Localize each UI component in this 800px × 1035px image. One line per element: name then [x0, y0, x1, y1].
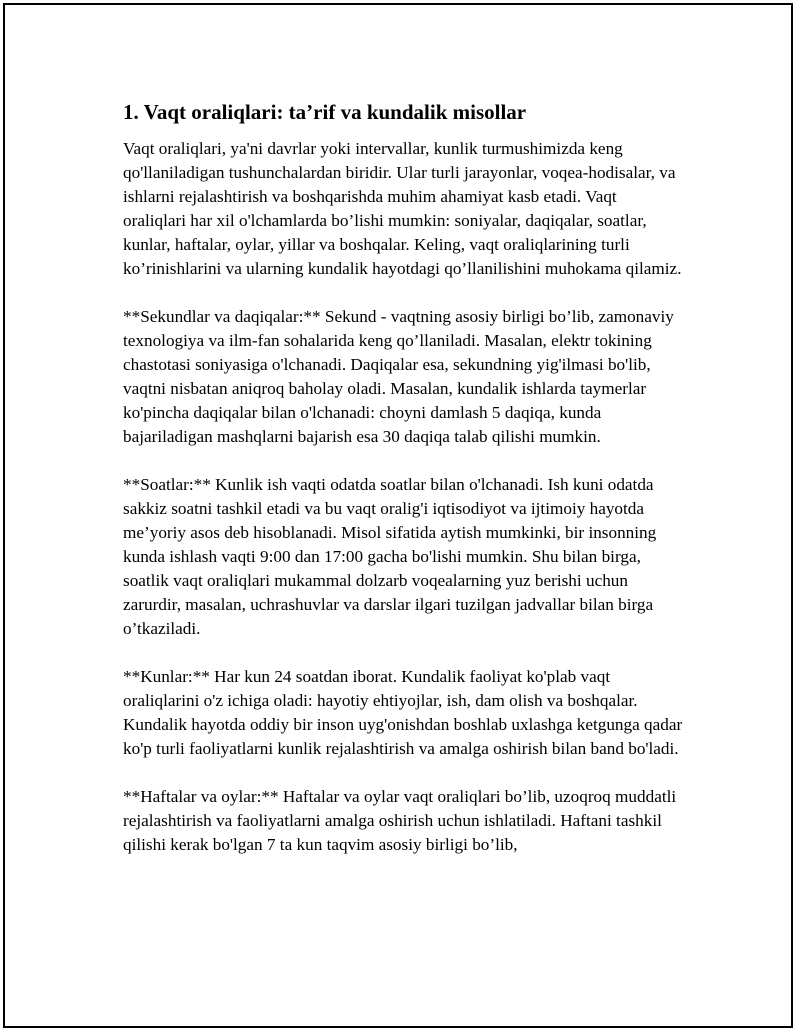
page-frame	[3, 3, 793, 1028]
section-title: 1. Vaqt oraliqlari: ta’rif va kundalik misollar	[123, 100, 527, 124]
paragraph-hours: **Soatlar:** Kunlik ish vaqti odatda soatlar bilan o'lchanadi. Ish kuni odatda sakkiz soatni tashkil etadi va bu vaqt oralig'i iqtisodiyot va ijtimoiy hayotda me’yoriy asos deb hisoblanadi. Misol sifatida aytish mumkinki, bir insonning kunda ishlash vaqti 9:00 dan 17:00 gacha bo'lishi mumkin. Shu bilan birga, soatlik vaqt oraliqlari mukammal dolzarb voqealarning yuz berishi uchun zarurdir, masalan, uchrashuvlar va darslar ilgari tuzilgan jadvallar bilan birga o’tkaziladi.	[123, 475, 657, 638]
document-body	[123, 97, 683, 881]
paragraph-intro: Vaqt oraliqlari, ya'ni davrlar yoki intervallar, kunlik turmushimizda keng qo'llaniladigan tushunchalardan biridir. Ular turli jarayonlar, voqea-hodisalar, va ishlarni rejalashtirish va boshqarishda muhim ahamiyat kasb etadi. Vaqt oraliqlari har xil o'lchamlarda bo’lishi mumkin: soniyalar, daqiqalar, soatlar, kunlar, haftalar, oylar, yillar va boshqalar. Keling, vaqt oraliqlarining turli ko’rinishlarini va ularning kundalik hayotdagi qo’llanilishini muhokama qilamiz.	[123, 139, 682, 278]
paragraph-seconds-minutes: **Sekundlar va daqiqalar:** Sekund - vaqtning asosiy birligi bo’lib, zamonaviy texnologiya va ilm-fan sohalarida keng qo’llaniladi. Masalan, elektr tokining chastotasi soniyasiga o'lchanadi. Daqiqalar esa, sekundning yig'ilmasi bo'lib, vaqtni nisbatan aniqroq baholay oladi. Masalan, kundalik ishlarda taymerlar ko'pincha daqiqalar bilan o'lchanadi: choyni damlash 5 daqiqa, kunda bajariladigan mashqlarni bajarish esa 30 daqiqa talab qilishi mumkin.	[123, 307, 674, 446]
paragraph-weeks-months: **Haftalar va oylar:** Haftalar va oylar vaqt oraliqlari bo’lib, uzoqroq muddatli rejalashtirish va faoliyatlarni amalga oshirish uchun ishlatiladi. Haftani tashkil qilishi kerak bo'lgan 7 ta kun taqvim asosiy birligi bo’lib,	[123, 787, 677, 854]
paragraph-days: **Kunlar:** Har kun 24 soatdan iborat. Kundalik faoliyat ko'plab vaqt oraliqlarini o'z ichiga oladi: hayotiy ehtiyojlar, ish, dam olish va boshqalar. Kundalik hayotda oddiy bir inson uyg'onishdan boshlab uxlashga ketgunga qadar ko'p turli faoliyatlarni kunlik rejalashtirish va amalga oshirish bilan band bo'ladi.	[123, 667, 683, 758]
